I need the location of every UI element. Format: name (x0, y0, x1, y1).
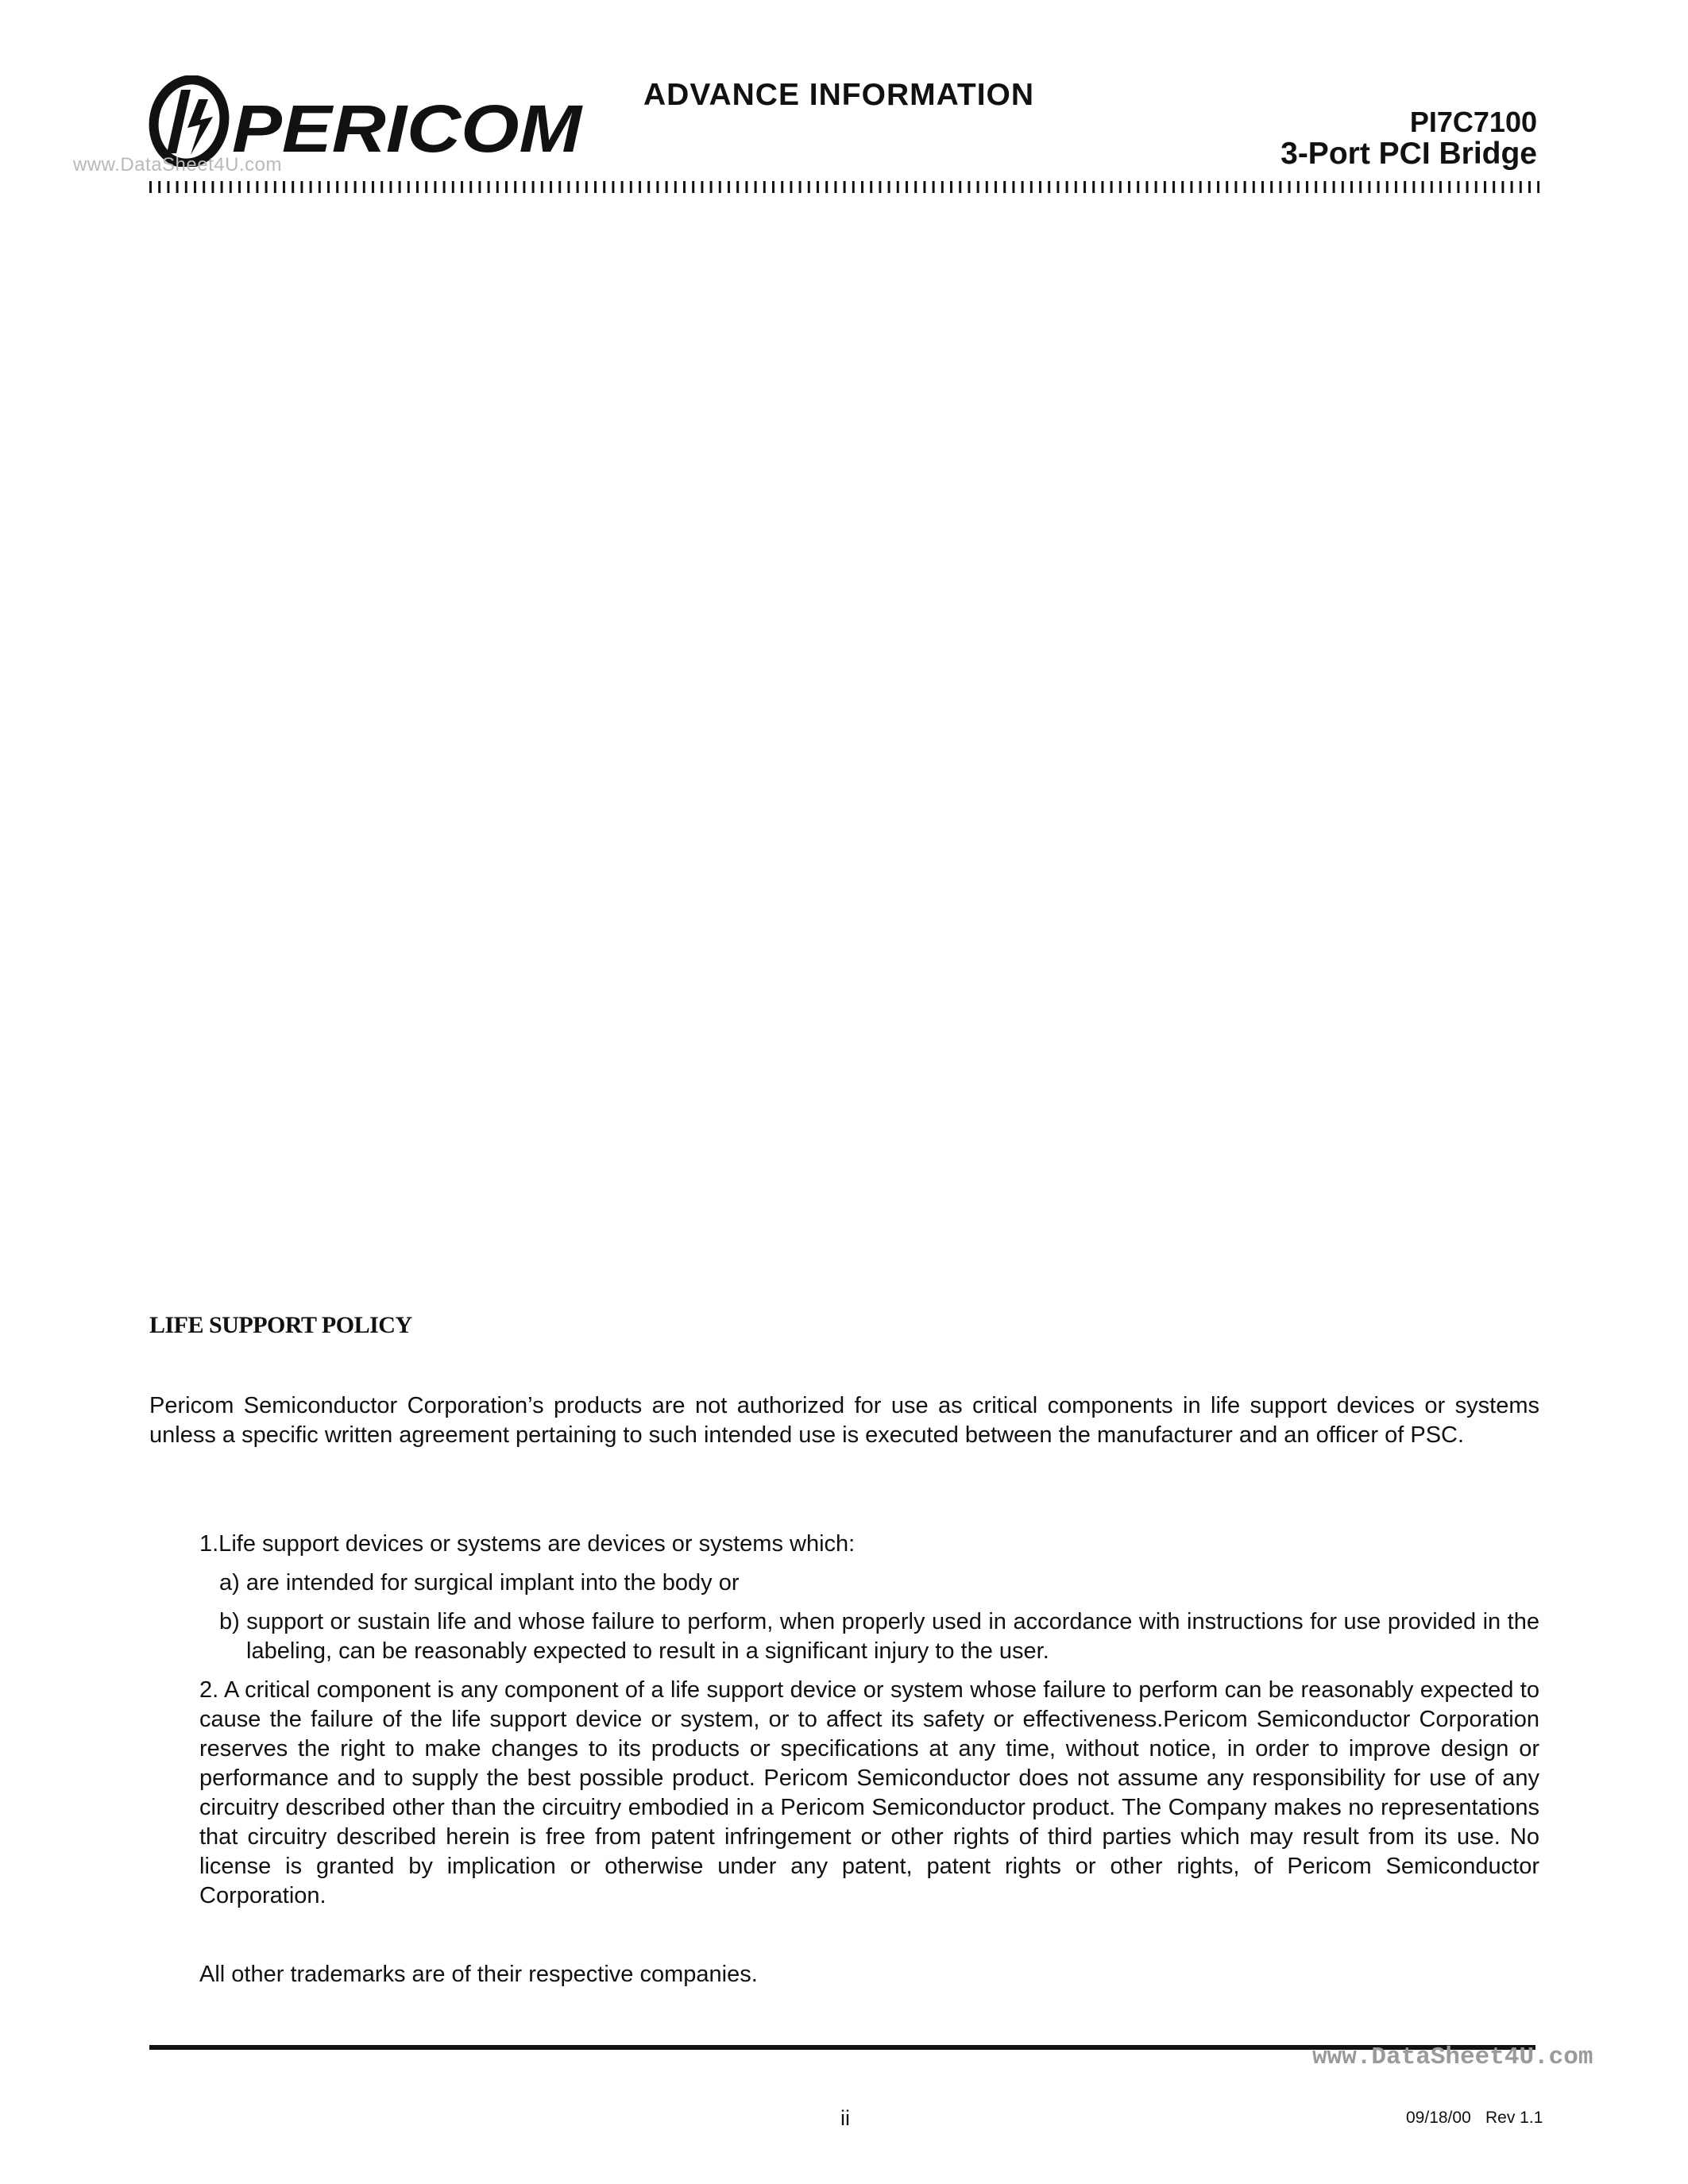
policy-intro-paragraph: Pericom Semiconductor Corporation’s products are not authorized for use as critical components in life support devices or systems unless a specific written agreement pertaining to such intended use is executed between the manufacturer and an officer of PSC. (149, 1393, 1539, 1448)
header-tick-rule (149, 181, 1539, 193)
part-description: 3-Port PCI Bridge (1280, 137, 1537, 171)
life-support-policy-heading: LIFE SUPPORT POLICY (149, 1312, 412, 1338)
pericom-logo (143, 75, 588, 167)
footer-date: 09/18/00 (1406, 2109, 1471, 2127)
policy-item-1b: b) support or sustain life and whose failure to perform, when properly used in accordance with instructions for use provided in the labeling, can be reasonably expected to result in a significant injury to the user. (219, 1609, 1539, 1664)
part-number: PI7C7100 (1409, 106, 1537, 138)
policy-item-1a: a) are intended for surgical implant into the body or (219, 1570, 740, 1596)
watermark-top: www.DataSheet4U.com (73, 154, 282, 176)
policy-item-1: 1.Life support devices or systems are devices or systems which: (199, 1531, 856, 1557)
advance-information-banner: ADVANCE INFORMATION (643, 78, 1035, 112)
footer-revision: Rev 1.1 (1485, 2109, 1543, 2127)
policy-item-2: 2. A critical component is any component of a life support device or system whose failure to perform can be reasonably expected to cause the failure of the life support device or system, or to affect its safety or effectiveness.Pericom Semiconductor Corporation reserves the right to make changes to its products or specifications at any time, without notice, in order to improve design or performance and to supply the best possible product. Pericom Semiconductor does not assume any responsibility for use of any circuitry described other than the circuitry embodied in a Pericom Semiconductor product. The Company makes no representations that circuitry described herein is free from patent infringement or other rights of third parties which may result from its use. No license is granted by implication or otherwise under any patent, patent rights or other rights, of Pericom Semiconductor Corporation. (199, 1677, 1539, 1908)
logo-wordmark: PERICOM (232, 91, 584, 166)
watermark-bottom: www.DataSheet4U.com (1312, 2043, 1593, 2071)
page-number: ii (840, 2106, 850, 2130)
trademarks-notice: All other trademarks are of their respective companies. (199, 1962, 758, 1987)
